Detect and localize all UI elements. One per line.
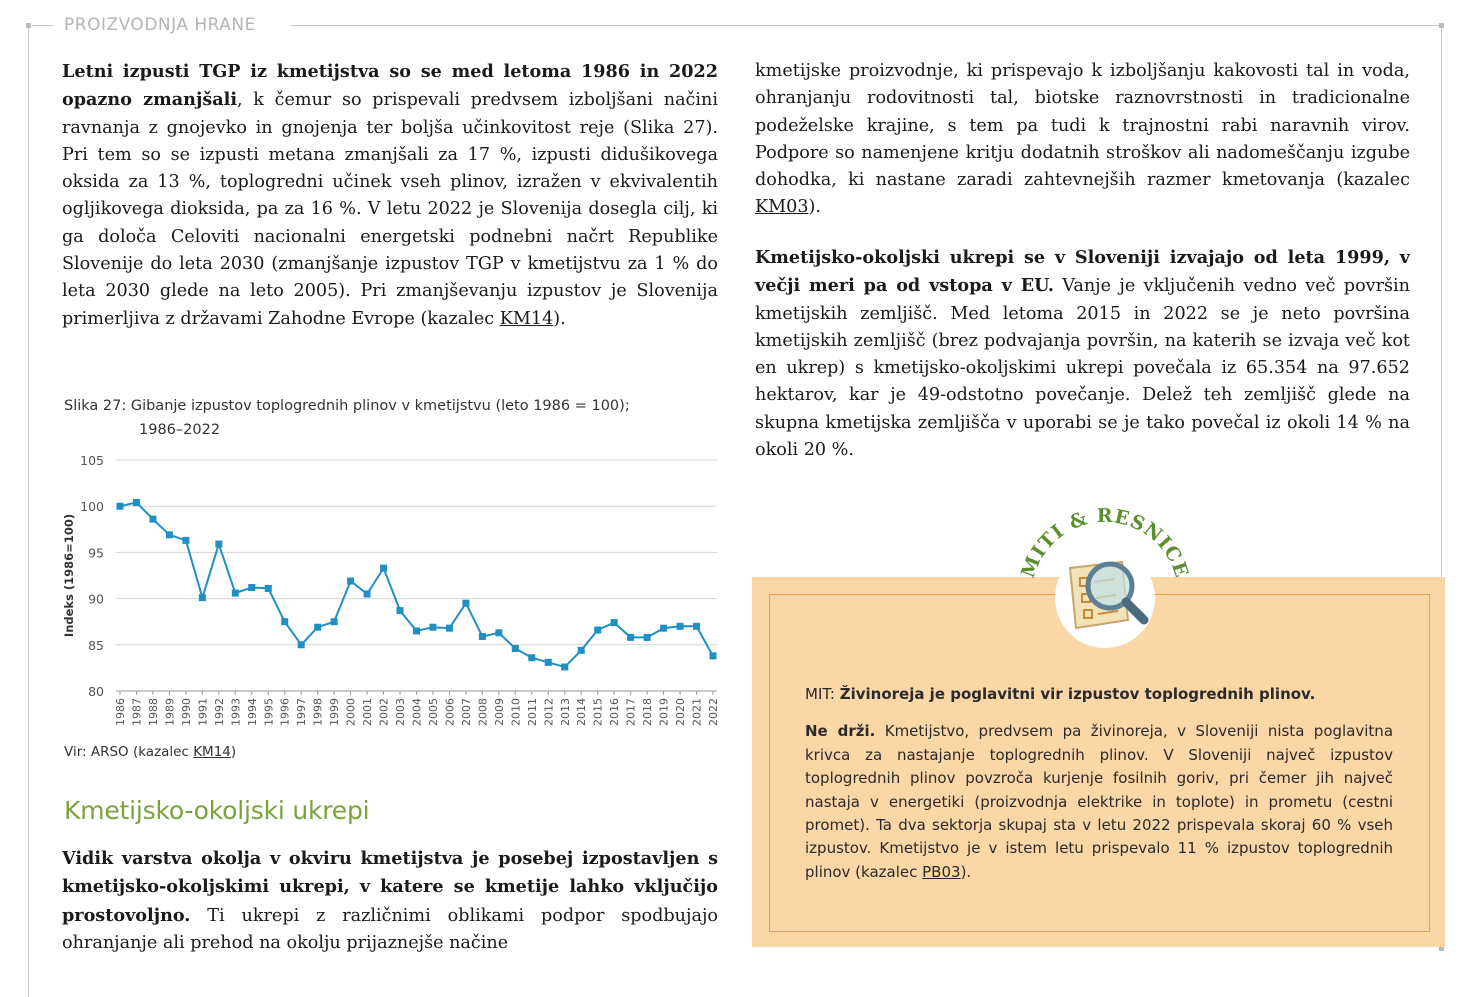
- x-tick-label: 2010: [509, 698, 523, 726]
- figure-source-suffix: ): [230, 744, 237, 760]
- x-tick-label: 2013: [558, 698, 572, 726]
- x-tick-label: 1992: [212, 698, 226, 726]
- data-point: [149, 516, 156, 523]
- badge-text: MITI & RESNICE: [1017, 504, 1193, 581]
- data-point: [578, 647, 585, 654]
- data-point: [462, 600, 469, 607]
- figure-caption: [64, 394, 724, 442]
- x-tick-label: 2019: [657, 698, 671, 726]
- frame-line-top: [290, 25, 1440, 26]
- left-column-paragraph-1: [62, 58, 718, 333]
- series-line: [120, 503, 713, 668]
- x-tick-label: 1995: [262, 698, 276, 726]
- frame-line-vertical-left: [28, 25, 29, 997]
- para-text: , k čemur so prispevali predvsem izboljšani načini ravnanja z gnojevko in gnojenja ter boljša učinkovitost reje (Slika 27). Pri tem so se izpusti metana zmanjšali za 17 %, izpusti didušikovega oksida za 13 %, toplogredni učinek vseh plinov, izražen v ekvivalentih ogljikovega dioksida, pa za 16 %. V letu 2022 je Slovenija dosegla cilj, ki ga določa Celoviti nacionalni energetski podnebni načrt Republike Slovenije do leta 2030 (zmanjšanje izpustov TGP v kmetijstvu za 1 % do leta 2030 glede na leto 2005). Pri zmanjševanju izpustov je Slovenija primerljiva z državami Zahodne Evrope (kazalec: [62, 90, 718, 329]
- figure-source-link[interactable]: KM14: [193, 744, 231, 760]
- data-point: [677, 623, 684, 630]
- y-tick-label: 100: [80, 499, 104, 515]
- x-tick-label: 1996: [278, 698, 292, 726]
- x-tick-label: 1994: [245, 698, 259, 726]
- x-tick-label: 1993: [229, 698, 243, 726]
- subheading: Kmetijsko-okoljski ukrepi: [64, 796, 370, 825]
- data-point: [446, 625, 453, 632]
- para-lead: Letni izpusti TGP iz kmetijstva so se med letoma 1986 in 2022 opazno zmanjšali: [62, 61, 718, 111]
- data-point: [347, 578, 354, 585]
- corner-dot: [1439, 23, 1444, 28]
- para-text: Ti ukrepi z različnimi oblikami podpor spodbujajo ohranjanje ali prehod na okolju prijaznejše načine: [62, 905, 718, 953]
- data-point: [265, 585, 272, 592]
- y-tick-label: 85: [88, 637, 104, 653]
- data-point: [380, 565, 387, 572]
- myth-label: MIT:: [805, 685, 840, 703]
- data-point: [364, 590, 371, 597]
- x-tick-label: 2007: [459, 698, 473, 726]
- data-point: [182, 537, 189, 544]
- data-point: [611, 619, 618, 626]
- truth-end: ).: [960, 862, 972, 881]
- x-tick-label: 2014: [575, 698, 589, 726]
- x-tick-label: 2022: [707, 698, 720, 726]
- x-tick-label: 2017: [624, 698, 638, 726]
- data-point: [314, 624, 321, 631]
- myths-badge: [1010, 500, 1200, 650]
- data-point: [660, 625, 667, 632]
- x-tick-label: 2001: [361, 698, 375, 726]
- data-point: [545, 659, 552, 666]
- data-point: [133, 499, 140, 506]
- data-point: [512, 645, 519, 652]
- right-column-paragraph-1: [755, 58, 1410, 222]
- data-point: [215, 541, 222, 548]
- x-tick-label: 2012: [542, 698, 556, 726]
- left-column-paragraph-2: [62, 845, 718, 957]
- x-tick-label: 2000: [344, 698, 358, 726]
- data-point: [627, 634, 634, 641]
- x-tick-label: 2018: [641, 698, 655, 726]
- data-point: [479, 633, 486, 640]
- y-tick-label: 90: [88, 591, 104, 607]
- x-tick-label: 1986: [114, 698, 127, 726]
- x-tick-label: 2008: [476, 698, 490, 726]
- data-point: [298, 641, 305, 648]
- x-tick-label: 2003: [394, 698, 408, 726]
- para-lead: Vidik varstva okolja v okviru kmetijstva je posebej izpostavljen s kmetijsko-okoljskimi ukrepi, v katere se kmetije lahko vključijo prostovoljno.: [62, 848, 718, 926]
- indicator-link[interactable]: KM03: [755, 197, 809, 218]
- myth-text: [805, 683, 1393, 898]
- data-point: [644, 634, 651, 641]
- data-point: [117, 503, 124, 510]
- para-lead: Kmetijsko-okoljski ukrepi se v Sloveniji izvajajo od leta 1999, v večji meri pa od vstopa v EU.: [755, 247, 1410, 297]
- x-tick-label: 1988: [146, 698, 160, 726]
- data-point: [166, 531, 173, 538]
- data-point: [248, 584, 255, 591]
- x-tick-label: 2015: [591, 698, 605, 726]
- y-axis-label: Indeks (1986=100): [62, 513, 76, 638]
- truth-indicator-link[interactable]: PB03: [922, 862, 961, 881]
- data-point: [710, 652, 717, 659]
- x-tick-label: 2005: [426, 698, 440, 726]
- x-tick-label: 2011: [525, 698, 539, 726]
- y-tick-label: 80: [88, 684, 104, 699]
- x-tick-label: 1989: [163, 698, 177, 726]
- data-point: [397, 607, 404, 614]
- data-point: [281, 618, 288, 625]
- para-end: ).: [808, 197, 822, 218]
- x-tick-label: 2006: [443, 698, 457, 726]
- data-point: [561, 663, 568, 670]
- corner-dot: [26, 23, 31, 28]
- x-tick-label: 2021: [690, 698, 704, 726]
- data-point: [693, 623, 700, 630]
- x-tick-label: 2009: [492, 698, 506, 726]
- y-tick-label: 105: [80, 453, 104, 468]
- x-tick-label: 2020: [674, 698, 688, 726]
- data-point: [495, 629, 502, 636]
- x-tick-label: 2002: [377, 698, 391, 726]
- data-point: [413, 627, 420, 634]
- myth-statement: Živinoreja je poglavitni vir izpustov toplogrednih plinov.: [839, 685, 1316, 703]
- x-tick-label: 2016: [608, 698, 622, 726]
- frame-line-left: [32, 25, 54, 26]
- data-point: [232, 590, 239, 597]
- para-end: ).: [553, 308, 566, 329]
- truth-label: Ne drži.: [805, 722, 876, 741]
- x-tick-label: 2004: [410, 698, 424, 726]
- x-tick-label: 1990: [179, 698, 193, 726]
- x-tick-label: 1999: [328, 698, 342, 726]
- data-point: [594, 627, 601, 634]
- indicator-link[interactable]: KM14: [499, 308, 554, 329]
- emissions-line-chart: [60, 450, 730, 740]
- truth-text: Kmetijstvo, predvsem pa živinoreja, v Sloveniji nista poglavitna krivca za nastajanje toplogrednih plinov. V Sloveniji največ izpustov toplogrednih plinov povzroča kurjenje fosilnih goriv, pri čemer jih največ nastaja v energetiki (proizvodnja elektrike in toplote) in prometu (cestni promet). Ta dva sektorja skupaj sta v letu 2022 prispevala skoraj 60 % vseh izpustov. Kmetijstvo je v istem letu prispevalo 11 % izpustov toplogrednih plinov (kazalec: [805, 722, 1394, 881]
- data-point: [199, 594, 206, 601]
- x-tick-label: 1997: [295, 698, 309, 726]
- x-tick-label: 1998: [311, 698, 325, 726]
- x-tick-label: 1987: [130, 698, 144, 726]
- y-tick-label: 95: [88, 545, 104, 561]
- data-point: [528, 654, 535, 661]
- section-label: PROIZVODNJA HRANE: [64, 15, 256, 35]
- data-point: [331, 618, 338, 625]
- figure-source-prefix: Vir: ARSO (kazalec: [64, 744, 194, 760]
- figure-caption-line-1: Slika 27: Gibanje izpustov toplogrednih plinov v kmetijstvu (leto 1986 = 100);: [64, 398, 630, 414]
- para-text: kmetijske proizvodnje, ki prispevajo k izboljšanju kakovosti tal in voda, ohranjanju rodovitnosti tal, biotske raznovrstnosti in tradicionalne podeželske krajine, s tem pa tudi k trajnostni rabi naravnih virov. Podpore so namenjene kritju dodatnih stroškov ali nadomeščanju izgube dohodka, ki nastane zaradi zahtevnejših razmer kmetovanja (kazalec: [755, 61, 1410, 191]
- para-text: Vanje je vključenih vedno več površin kmetijskih zemljišč. Med letoma 2015 in 2022 se je neto površina kmetijskih zemljišč (brez podvajanja površin, na katerih se izvaja več kot en ukrep) s kmetijsko-okoljskimi ukrepi povečala iz 65.354 na 97.652 hektarov, kar je 49-odstotno povečanje. Delež teh zemljišč glede na skupna kmetijska zemljišča v uporabi se je tako povečal iz okoli 14 % na okoli 20 %.: [755, 276, 1410, 461]
- figure-source: [64, 744, 236, 760]
- x-tick-label: 1991: [196, 698, 210, 726]
- data-point: [429, 624, 436, 631]
- figure-caption-line-2: 1986–2022: [139, 422, 221, 438]
- right-column-paragraph-2: [755, 244, 1410, 464]
